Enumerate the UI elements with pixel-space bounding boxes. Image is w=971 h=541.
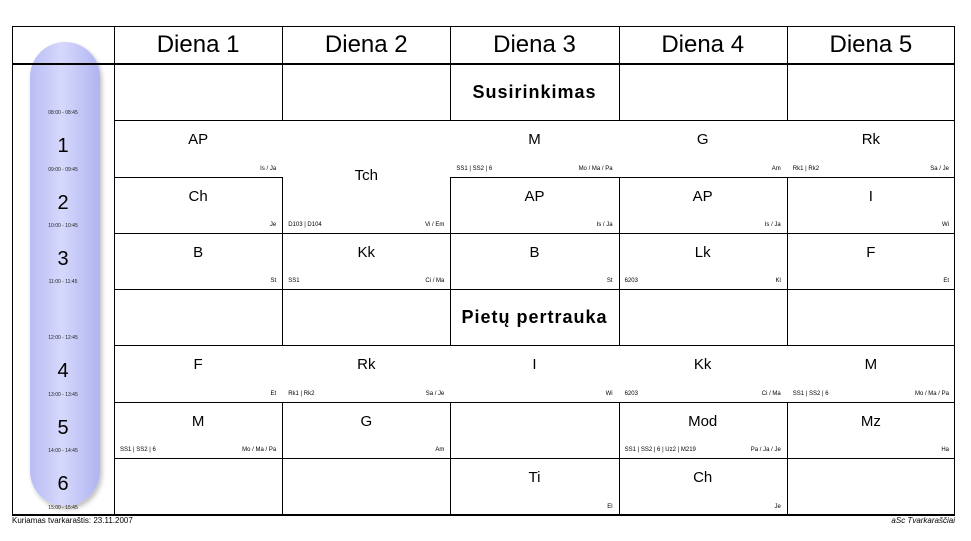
day-header: Diena 1	[156, 31, 240, 58]
lesson-subject: AP	[524, 188, 545, 205]
lesson-cell[interactable]	[282, 345, 450, 402]
day-header: Diena 4	[661, 31, 745, 58]
lesson-room: SS1 | SS2 | 6	[792, 391, 829, 397]
lesson-teacher: Ci / Ma	[761, 391, 781, 397]
lesson-cell[interactable]	[450, 233, 618, 289]
timetable	[12, 26, 955, 515]
day-header: Diena 2	[324, 31, 408, 58]
lesson-subject: Ti	[528, 469, 541, 486]
lesson-cell[interactable]	[114, 177, 282, 233]
lesson-subject: AP	[692, 188, 713, 205]
lesson-teacher: Vi / Em	[425, 222, 445, 228]
lesson-subject: I	[868, 188, 873, 205]
lesson-room: 6203	[624, 278, 638, 284]
lesson-room: SS1 | SS2 | 6	[120, 447, 156, 453]
lesson-room: SS1	[288, 278, 300, 284]
lesson-cell[interactable]	[450, 120, 618, 177]
lesson-teacher: El	[607, 504, 613, 510]
lesson-subject: Ch	[693, 469, 713, 486]
lesson-teacher: St	[606, 278, 613, 284]
lesson-cell[interactable]	[450, 345, 618, 402]
lesson-cell[interactable]	[619, 177, 787, 233]
lesson-cell[interactable]	[114, 345, 282, 402]
lesson-cell[interactable]	[619, 458, 787, 515]
lesson-subject: G	[360, 413, 373, 430]
lesson-room: D103 | D104	[288, 222, 322, 228]
lesson-teacher: Am	[771, 166, 781, 172]
lesson-teacher: Je	[774, 504, 781, 510]
lesson-subject: Ch	[188, 188, 208, 205]
lesson-cell[interactable]	[114, 402, 282, 458]
lesson-cell[interactable]	[619, 120, 787, 177]
brand-label: aSc Tvarkaraščiai	[891, 516, 955, 525]
lesson-teacher: Mo / Ma / Pa	[914, 391, 949, 397]
lesson-cell[interactable]	[450, 458, 618, 515]
lesson-teacher: Et	[943, 278, 949, 284]
lesson-cell[interactable]	[450, 177, 618, 233]
lesson-teacher: Et	[270, 391, 277, 397]
lesson-cell[interactable]	[619, 402, 787, 458]
lesson-subject: F	[193, 356, 203, 373]
lesson-room: SS1 | SS2 | 6	[456, 166, 493, 172]
lesson-cell[interactable]	[787, 345, 955, 402]
lesson-room: SS1 | SS2 | 6 | Uz2 | M219	[624, 447, 696, 453]
lesson-teacher: Is / Ja	[260, 166, 277, 172]
period-time: 08:00 - 08:45	[48, 110, 78, 116]
period-number: 4	[57, 360, 69, 382]
lesson-cell[interactable]	[787, 177, 955, 233]
lunch-break-row: Pietų pertrauka	[461, 306, 608, 327]
lesson-subject: M	[528, 131, 541, 148]
lesson-cell[interactable]	[114, 233, 282, 289]
lesson-cell[interactable]	[282, 402, 450, 458]
period-number: 6	[57, 473, 69, 495]
lesson-teacher: Ha	[941, 447, 949, 453]
lesson-teacher: Am	[435, 447, 445, 453]
lesson-subject: AP	[188, 131, 209, 148]
lesson-subject: I	[532, 356, 537, 373]
lesson-cell[interactable]	[282, 120, 450, 233]
period-time: 14:00 - 14:45	[48, 448, 78, 454]
lesson-subject: Mz	[860, 413, 881, 430]
lesson-subject: M	[864, 356, 878, 373]
day-header: Diena 3	[493, 31, 576, 58]
lesson-subject: Rk	[861, 131, 881, 148]
period-time: 10:00 - 10:45	[48, 223, 78, 229]
lesson-cell[interactable]	[619, 345, 787, 402]
lesson-cell[interactable]	[114, 120, 282, 177]
period-number: 1	[57, 135, 69, 157]
lesson-teacher: Is / Ja	[764, 222, 781, 228]
lesson-subject: B	[529, 244, 540, 261]
day-header: Diena 5	[829, 31, 913, 58]
period-number: 5	[57, 417, 69, 439]
created-date: Kuriamas tvarkaraštis: 23.11.2007	[12, 516, 133, 525]
lesson-teacher: Mo / Ma / Pa	[242, 447, 277, 453]
lesson-room: Rk1 | Rk2	[792, 166, 820, 172]
lesson-room: 6203	[624, 391, 638, 397]
lesson-room: Rk1 | Rk2	[288, 391, 315, 397]
lesson-cell[interactable]	[282, 233, 450, 289]
lesson-teacher: Sa / Je	[425, 391, 445, 397]
period-time: 12:00 - 12:45	[48, 335, 78, 341]
lesson-teacher: Ci / Ma	[425, 278, 445, 284]
lesson-cell[interactable]	[787, 402, 955, 458]
lesson-teacher: Wi	[941, 222, 949, 228]
lesson-cell[interactable]	[787, 120, 955, 177]
period-number: 3	[57, 248, 69, 270]
lesson-subject: G	[696, 131, 709, 148]
lesson-teacher: Kl	[775, 278, 781, 284]
lesson-subject: Kk	[693, 356, 712, 373]
lesson-subject: M	[191, 413, 205, 430]
lesson-teacher: Pa / Ja / Je	[750, 447, 781, 453]
period-number: 2	[57, 192, 69, 214]
lesson-teacher: Sa / Je	[930, 166, 949, 172]
lesson-teacher: Mo / Ma / Pa	[578, 166, 613, 172]
lesson-subject: B	[193, 244, 204, 261]
lesson-teacher: Is / Ja	[596, 222, 613, 228]
lesson-subject: Lk	[694, 244, 711, 261]
assembly-row: Susirinkimas	[472, 81, 597, 102]
lesson-subject: Tch	[354, 166, 378, 184]
lesson-teacher: Wi	[605, 391, 613, 397]
lesson-teacher: Je	[269, 222, 277, 228]
lesson-subject: Kk	[357, 244, 376, 261]
period-time: 15:00 - 15:45	[48, 505, 78, 511]
lesson-subject: F	[866, 244, 876, 261]
lesson-subject: Rk	[357, 356, 376, 373]
lesson-subject: Mod	[688, 413, 718, 430]
period-time: 13:00 - 13:45	[48, 392, 78, 398]
lesson-teacher: St	[270, 278, 277, 284]
period-time: 09:00 - 09:45	[48, 167, 78, 173]
lesson-cell[interactable]	[787, 233, 955, 289]
lesson-cell[interactable]	[619, 233, 787, 289]
period-time: 11:00 - 11:45	[48, 279, 78, 285]
